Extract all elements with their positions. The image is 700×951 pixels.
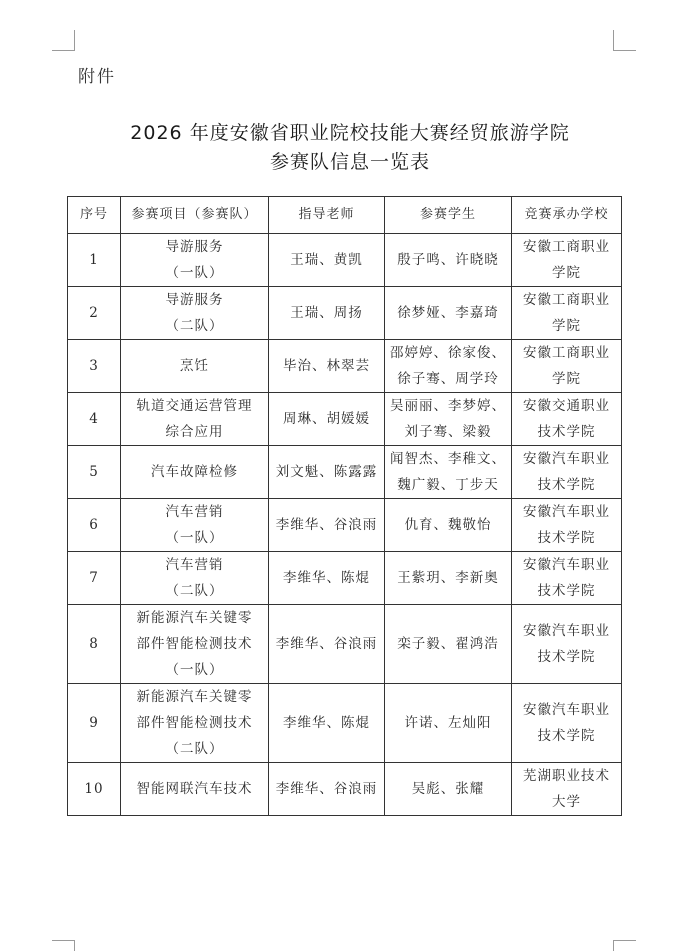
crop-mark-bottom-right [613, 940, 636, 951]
cell-text-line: 技术学院 [537, 424, 596, 440]
cell-text-line: 安徽交通职业 [523, 398, 610, 414]
cell-teachers [269, 446, 385, 499]
cell-text-line: （二队） [165, 741, 224, 757]
cell-project [121, 499, 269, 552]
cell-teachers [269, 287, 385, 340]
cell-project [121, 393, 269, 446]
cell-teachers [269, 552, 385, 605]
cell-project [121, 605, 269, 684]
cell-host-school [512, 446, 622, 499]
cell-students [385, 287, 512, 340]
table-row [68, 499, 622, 552]
cell-project [121, 287, 269, 340]
crop-mark-top-left [52, 30, 75, 51]
cell-serial-number: 1 [68, 234, 121, 287]
table-body [68, 234, 622, 816]
cell-text-line: （二队） [165, 318, 224, 334]
table-row [68, 393, 622, 446]
cell-text-line: （一队） [165, 662, 224, 678]
cell-text-line: 技术学院 [537, 477, 596, 493]
cell-text-line: 吴彪、张耀 [411, 781, 485, 797]
cell-text-line: 部件智能检测技术 [136, 715, 253, 731]
cell-text-line: 仇育、魏敬怡 [404, 517, 492, 533]
cell-text-line: 安徽汽车职业 [523, 504, 610, 520]
cell-project [121, 684, 269, 763]
table-row [68, 340, 622, 393]
cell-text-line: 新能源汽车关键零 [136, 610, 253, 626]
cell-serial-number: 5 [68, 446, 121, 499]
cell-text-line: 周琳、胡媛媛 [283, 411, 370, 427]
cell-host-school [512, 393, 622, 446]
cell-text-line: 吴丽丽、李梦婷、 [390, 398, 506, 414]
cell-text-line: 安徽工商职业 [523, 345, 610, 361]
crop-mark-bottom-left [52, 940, 75, 951]
cell-text-line: 汽车营销 [165, 557, 224, 573]
cell-text-line: （一队） [165, 265, 224, 281]
cell-text-line: 烹饪 [180, 358, 209, 374]
cell-serial-number: 7 [68, 552, 121, 605]
cell-text-line: 轨道交通运营管理 [136, 398, 253, 414]
cell-text-line: 综合应用 [165, 424, 224, 440]
cell-text-line: 殷子鸣、许晓晓 [397, 252, 499, 268]
cell-text-line: 刘文魁、陈露露 [275, 464, 378, 480]
cell-serial-number: 6 [68, 499, 121, 552]
table-row [68, 605, 622, 684]
cell-students [385, 684, 512, 763]
cell-text-line: 李维华、谷浪雨 [275, 636, 378, 652]
cell-host-school [512, 234, 622, 287]
cell-host-school [512, 684, 622, 763]
cell-text-line: 智能网联汽车技术 [136, 781, 253, 797]
table-row [68, 763, 622, 816]
cell-text-line: 技术学院 [537, 728, 596, 744]
cell-text-line: 李维华、陈焜 [283, 570, 370, 586]
cell-text-line: （二队） [165, 583, 224, 599]
cell-project [121, 340, 269, 393]
cell-text-line: 闻智杰、李稚文、 [390, 451, 506, 467]
table-row [68, 684, 622, 763]
table-row [68, 287, 622, 340]
cell-text-line: 导游服务 [165, 239, 224, 255]
cell-text-line: 新能源汽车关键零 [136, 689, 253, 705]
cell-text-line: 技术学院 [537, 583, 596, 599]
column-header: 参赛学生 [385, 197, 512, 234]
cell-text-line: 王瑞、周扬 [290, 305, 363, 321]
cell-serial-number: 3 [68, 340, 121, 393]
cell-students [385, 605, 512, 684]
column-header: 序号 [68, 197, 121, 234]
cell-text-line: 安徽工商职业 [523, 292, 610, 308]
cell-students [385, 340, 512, 393]
document-title-line1: 2026 年度安徽省职业院校技能大赛经贸旅游学院 [130, 122, 570, 144]
document-title-line2: 参赛队信息一览表 [269, 151, 430, 173]
cell-project [121, 234, 269, 287]
cell-host-school [512, 605, 622, 684]
cell-text-line: 导游服务 [165, 292, 224, 308]
cell-host-school [512, 340, 622, 393]
cell-text-line: 安徽工商职业 [523, 239, 610, 255]
cell-text-line: 魏广毅、丁步天 [397, 477, 499, 493]
column-header: 竞赛承办学校 [512, 197, 622, 234]
cell-project [121, 446, 269, 499]
cell-text-line: 李维华、谷浪雨 [275, 517, 378, 533]
cell-text-line: 技术学院 [537, 530, 596, 546]
cell-teachers [269, 234, 385, 287]
cell-text-line: 汽车营销 [165, 504, 224, 520]
cell-text-line: 大学 [552, 794, 581, 810]
cell-text-line: 刘子骞、梁毅 [404, 424, 492, 440]
cell-teachers [269, 499, 385, 552]
cell-text-line: 栾子毅、翟鸿浩 [397, 636, 499, 652]
cell-serial-number: 8 [68, 605, 121, 684]
cell-text-line: 部件智能检测技术 [136, 636, 253, 652]
cell-serial-number: 9 [68, 684, 121, 763]
team-info-table [67, 196, 622, 816]
cell-text-line: 徐梦娅、李嘉琦 [397, 305, 499, 321]
cell-text-line: 毕治、林翠芸 [283, 358, 370, 374]
cell-text-line: 学院 [552, 371, 581, 387]
cell-students [385, 446, 512, 499]
cell-host-school [512, 552, 622, 605]
cell-text-line: 安徽汽车职业 [523, 557, 610, 573]
cell-project [121, 763, 269, 816]
cell-host-school [512, 287, 622, 340]
cell-teachers [269, 605, 385, 684]
cell-serial-number: 10 [68, 763, 121, 816]
cell-host-school [512, 763, 622, 816]
cell-text-line: 安徽汽车职业 [523, 623, 610, 639]
cell-text-line: 安徽汽车职业 [523, 702, 610, 718]
cell-project [121, 552, 269, 605]
cell-teachers [269, 763, 385, 816]
cell-host-school [512, 499, 622, 552]
cell-serial-number: 4 [68, 393, 121, 446]
cell-text-line: 李维华、谷浪雨 [275, 781, 378, 797]
cell-text-line: 芜湖职业技术 [523, 768, 610, 784]
attachment-label: 附件 [78, 67, 116, 87]
table-header-row [68, 197, 622, 234]
cell-text-line: 王紫玥、李新奥 [397, 570, 499, 586]
cell-text-line: 邵婷婷、徐家俊、 [390, 345, 506, 361]
cell-students [385, 763, 512, 816]
cell-text-line: 汽车故障检修 [151, 464, 238, 480]
column-header: 参赛项目（参赛队） [121, 197, 269, 234]
cell-teachers [269, 393, 385, 446]
cell-text-line: 技术学院 [537, 649, 596, 665]
cell-text-line: 学院 [552, 265, 581, 281]
cell-text-line: 安徽汽车职业 [523, 451, 610, 467]
cell-text-line: 王瑞、黄凯 [290, 252, 363, 268]
cell-students [385, 393, 512, 446]
cell-text-line: 许诺、左灿阳 [404, 715, 492, 731]
cell-text-line: 徐子骞、周学玲 [397, 371, 499, 387]
cell-text-line: （一队） [165, 530, 224, 546]
cell-teachers [269, 340, 385, 393]
cell-students [385, 234, 512, 287]
cell-text-line: 李维华、陈焜 [283, 715, 370, 731]
column-header: 指导老师 [269, 197, 385, 234]
table-row [68, 234, 622, 287]
cell-serial-number: 2 [68, 287, 121, 340]
table-row [68, 552, 622, 605]
cell-students [385, 499, 512, 552]
cell-teachers [269, 684, 385, 763]
cell-students [385, 552, 512, 605]
table-row [68, 446, 622, 499]
cell-text-line: 学院 [552, 318, 581, 334]
crop-mark-top-right [613, 30, 636, 51]
